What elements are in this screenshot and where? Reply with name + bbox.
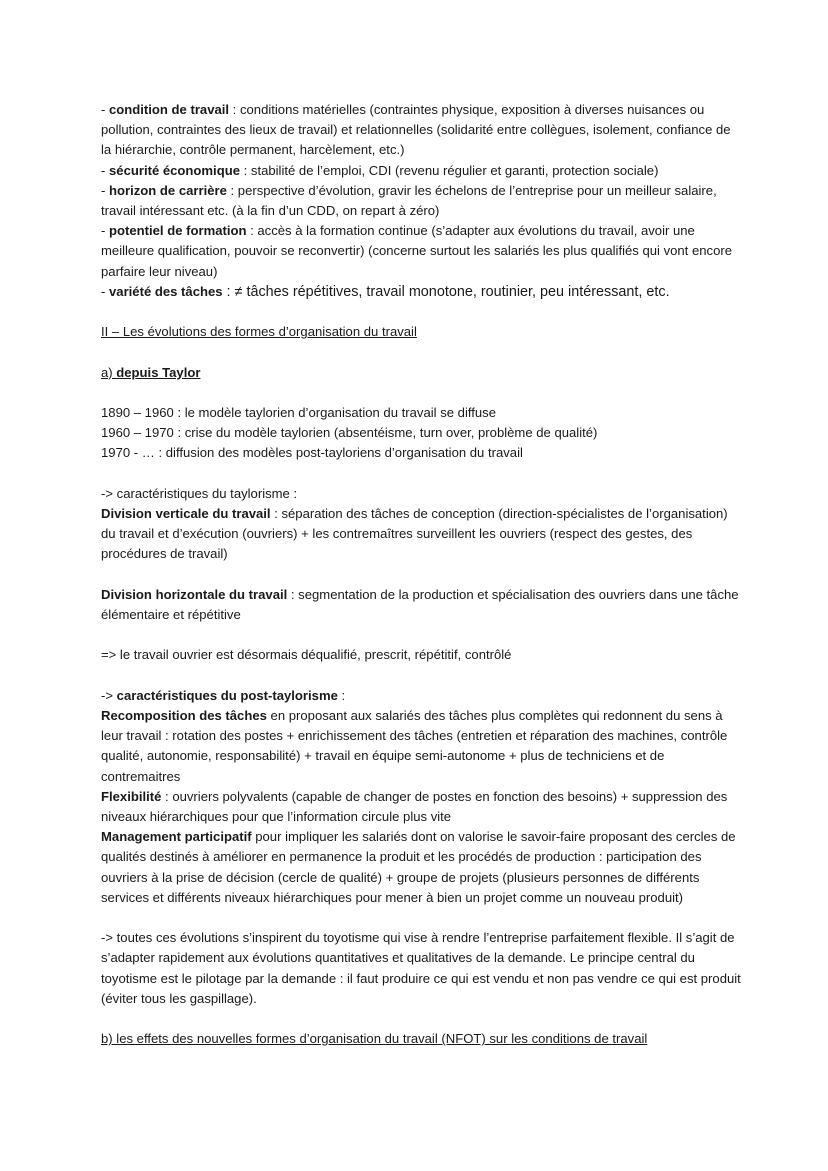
timeline-item: 1960 – 1970 : crise du modèle taylorien (absentéisme, turn over, problème de qualité): [101, 425, 598, 441]
paragraph-toyotisme: -> toutes ces évolutions s’inspirent du toyotisme qui vise à rendre l’entreprise parfaitement flexible. Il s’agit de s’adapter rapidement aux évolutions quantitatives et qualitatives de la demande. Le principe central du toyotisme est le pilotage par la demande : il faut produire ce qui est vendu et non pas vendre ce qui est produit (éviter tous les gaspillage).: [101, 930, 741, 1006]
term-management: Management participatif: [101, 829, 252, 845]
term-condition-travail: condition de travail: [109, 102, 230, 117]
paragraph-management: [101, 827, 741, 908]
term-division-verticale: Division verticale du travail: [101, 506, 271, 521]
text-potentiel-formation: : accès à la formation continue (s’adapter aux évolutions du travail, avoir une meilleure qualification, pouvoir se reconvertir) (concerne surtout les salariés les plus qualifiés qui vont encore parfaire leur niveau): [101, 223, 732, 279]
term-variete-taches: variété des tâches: [109, 283, 223, 299]
text-condition-travail: : conditions matérielles (contraintes physique, exposition à diverses nuisances ou pollution, contraintes des lieux de travail) et relationnelles (solidarité entre collègues, isolement, confiance de la hiérarchie, contrôle permanent, harcèlement, etc.): [101, 102, 731, 158]
post-intro-term: caractéristiques du post-taylorisme: [116, 687, 338, 703]
text-securite-economique: : stabilité de l’emploi, CDI (revenu régulier et garanti, protection sociale): [239, 162, 659, 178]
paragraph-variete-taches: - variété des tâches : ≠ tâches répétitives, travail monotone, routinier, peu intéressant, etc.: [101, 283, 670, 300]
subheading-a-prefix: a): [101, 364, 117, 380]
text-management: pour impliquer les salariés dont on valorise le savoir-faire proposant des cercles de qualités destinés à améliorer en permanence la produit et les procédés de production : participation des ouvriers à la prise de décision (cercle de qualité) + groupe de projets (plusieurs personnes de différents services et différents niveaux hiérarchiques pour mener à bien un projet comme un nouveau produit): [101, 829, 736, 905]
term-flexibilite: Flexibilité: [101, 788, 162, 804]
paragraph-condition-travail: - condition de travail : conditions matérielles (contraintes physique, exposition à diverses nuisances ou pollution, contraintes des lieux de travail) et relationnelles (solidarité entre collègues, isolement, confiance de la hiérarchie, contrôle permanent, harcèlement, etc.): [101, 102, 731, 158]
paragraph-recomposition: [101, 706, 741, 787]
paragraph-flexibilite: [101, 787, 741, 827]
conclusion-taylorisme: => le travail ouvrier est désormais déqualifié, prescrit, répétitif, contrôlé: [101, 647, 512, 663]
document-page: [101, 100, 741, 1049]
timeline-item: 1890 – 1960 : le modèle taylorien d’organisation du travail se diffuse: [101, 405, 497, 420]
subheading-effets-nfot: b) les effets des nouvelles formes d’organisation du travail (NFOT) sur les conditions de travail: [101, 1031, 648, 1047]
term-division-horizontale: Division horizontale du travail: [101, 586, 288, 602]
text-flexibilite: : ouvriers polyvalents (capable de changer de postes en fonction des besoins) + suppression des niveaux hiérarchiques pour que l’information circule plus vite: [101, 788, 728, 824]
text-division-horizontale: : segmentation de la production et spécialisation des ouvriers dans une tâche élémentaire et répétitive: [101, 586, 739, 622]
paragraph-potentiel-formation: - potentiel de formation : accès à la formation continue (s’adapter aux évolutions du travail, avoir une meilleure qualification, pouvoir se reconvertir) (concerne surtout les salariés les plus qualifiés qui vont encore parfaire leur niveau): [101, 223, 732, 279]
taylorisme-intro: -> caractéristiques du taylorisme :: [101, 485, 298, 501]
post-intro-suffix: :: [337, 687, 346, 703]
subheading-depuis-taylor: [101, 363, 741, 383]
paragraph-division-horizontale: [101, 585, 741, 625]
text-recomposition: en proposant aux salariés des tâches plus complètes qui redonnent du sens à leur travail : rotation des postes + enrichissement des tâches (entretien et réparation des machines, contrôle qualité, autonomie, responsabilité) + travail en équipe semi-autonome + plus de techniciens et de contremaitres: [101, 707, 728, 784]
term-potentiel-formation: potentiel de formation: [109, 223, 247, 239]
text-division-verticale: : séparation des tâches de conception (direction-spécialistes de l’organisation) du travail et d’exécution (ouvriers) + les contremaîtres surveillent les ouvriers (respect des gestes, des procédures de travail): [101, 506, 728, 562]
post-taylorisme-intro: [101, 686, 741, 706]
section-heading-evolutions: II – Les évolutions des formes d’organisation du travail: [101, 324, 417, 340]
paragraph-horizon-carriere: - horizon de carrière : perspective d’évolution, gravir les échelons de l’entreprise pour un meilleur salaire, travail intéressant etc. (à la fin d’un CDD, on repart à zéro): [101, 182, 717, 219]
paragraph-securite-economique: - sécurité économique : stabilité de l’emploi, CDI (revenu régulier et garanti, protection sociale): [101, 162, 659, 178]
subheading-a-title: depuis Taylor: [116, 364, 201, 380]
text-horizon-carriere: : perspective d’évolution, gravir les échelons de l’entreprise pour un meilleur salaire, travail intéressant etc. (à la fin d’un CDD, on repart à zéro): [101, 182, 717, 219]
timeline-item: 1970 - … : diffusion des modèles post-tayloriens d’organisation du travail: [101, 445, 523, 461]
term-horizon-carriere: horizon de carrière: [109, 182, 227, 198]
term-recomposition: Recomposition des tâches: [101, 707, 267, 723]
text-variete-taches: : ≠ tâches répétitives, travail monotone, routinier, peu intéressant, etc.: [222, 283, 670, 300]
post-intro-prefix: ->: [101, 687, 117, 703]
term-securite-economique: sécurité économique: [109, 162, 240, 178]
paragraph-division-verticale: [101, 504, 741, 565]
